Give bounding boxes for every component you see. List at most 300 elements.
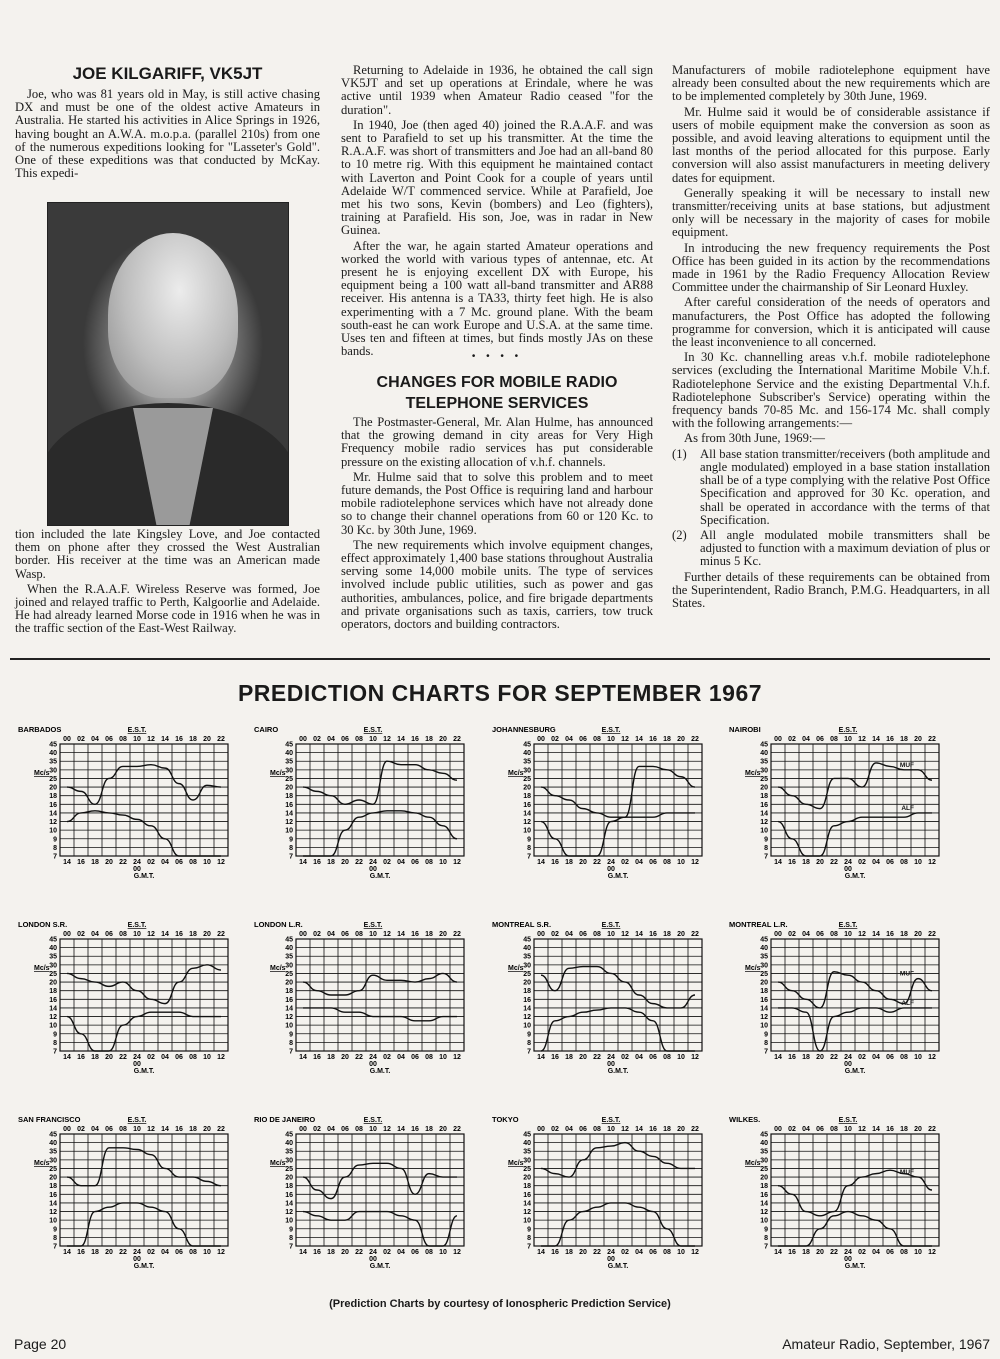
y-tick-label: 20 — [285, 784, 293, 792]
est-tick-label: 00 — [63, 1126, 71, 1133]
gmt-tick-label: 14 — [774, 1249, 782, 1256]
gmt-tick-label: 18 — [91, 1249, 99, 1256]
gmt-tick-label: 02 — [858, 1054, 866, 1061]
y-tick-label: 30 — [760, 1157, 768, 1165]
gmt-tick-label: 14 — [537, 1249, 545, 1256]
gmt-tick-label: 20 — [105, 1054, 113, 1061]
gmt-label: G.M.T. — [133, 1068, 155, 1075]
y-tick-label: 20 — [523, 1174, 531, 1182]
gmt-tick-label: 20 — [579, 1054, 587, 1061]
y-tick-label: 12 — [523, 819, 531, 827]
gmt-tick-label: 00 — [607, 866, 615, 873]
gmt-tick-label: 02 — [621, 1054, 629, 1061]
y-tick-label: 45 — [760, 741, 768, 749]
est-tick-label: 20 — [914, 931, 922, 938]
y-tick-label: 7 — [764, 1243, 768, 1251]
est-tick-label: 22 — [453, 1126, 461, 1133]
prediction-chart — [490, 917, 708, 1075]
y-tick-label: 14 — [285, 1005, 293, 1013]
gmt-tick-label: 12 — [217, 1249, 225, 1256]
item-text: All base station transmitter/receivers (both amplitude and angle modulated) employed in a base station installation shall be of a type complying with the relative Post Office Specification and approved for 30 Kc. operation, and shall be operated in accordance with the terms of that Specification. — [700, 446, 990, 527]
y-unit-label: Mc/s — [270, 770, 286, 778]
series-label: MUF — [899, 1169, 914, 1177]
gmt-tick-label: 24 — [369, 1054, 377, 1061]
gmt-tick-label: 00 — [133, 1061, 141, 1068]
prediction-chart — [490, 1112, 708, 1270]
y-tick-label: 18 — [285, 988, 293, 996]
y-tick-label: 40 — [285, 945, 293, 953]
est-tick-label: 12 — [147, 931, 155, 938]
est-label: E.S.T. — [363, 922, 383, 929]
gmt-label: G.M.T. — [607, 873, 629, 880]
est-tick-label: 18 — [900, 1126, 908, 1133]
est-tick-label: 10 — [607, 736, 615, 743]
y-tick-label: 30 — [760, 962, 768, 970]
charts-credit: (Prediction Charts by courtesy of Ionospheric Prediction Service) — [329, 1298, 671, 1310]
gmt-label: G.M.T. — [369, 1263, 391, 1270]
gmt-tick-label: 00 — [844, 866, 852, 873]
gmt-tick-label: 12 — [453, 1249, 461, 1256]
gmt-tick-label: 18 — [802, 1054, 810, 1061]
y-tick-label: 20 — [49, 784, 57, 792]
gmt-tick-label: 06 — [886, 1054, 894, 1061]
gmt-tick-label: 12 — [217, 859, 225, 866]
est-tick-label: 02 — [551, 736, 559, 743]
y-tick-label: 16 — [285, 801, 293, 809]
y-tick-label: 40 — [523, 945, 531, 953]
y-tick-label: 8 — [289, 1234, 293, 1242]
paragraph: Mr. Hulme said it would be of considerable assistance if users of mobile equipment make the conversion as soon as possible, and avoid leaving alterations to equipment until the last months of the period allocated for this purpose. Early conversion will also assist manufacturers in meeting delivery dates for equipment. — [672, 104, 990, 185]
paragraph: The new requirements which involve equipment changes, effect approximately 1,400 base stations throughout Australia serving some 14,000 mobile units. The type of services involved include public utilities, such as power and gas authorities, ambulances, police, and fire brigade departments and private organisations such as taxis, carriers, tow truck operators, doctors and building contractors. — [341, 537, 653, 632]
y-tick-label: 12 — [760, 1014, 768, 1022]
est-tick-label: 20 — [914, 1126, 922, 1133]
gmt-tick-label: 12 — [691, 1054, 699, 1061]
gmt-tick-label: 16 — [551, 1054, 559, 1061]
y-tick-label: 35 — [760, 1148, 768, 1156]
y-tick-label: 8 — [527, 844, 531, 852]
y-tick-label: 40 — [285, 750, 293, 758]
est-tick-label: 18 — [663, 931, 671, 938]
gmt-label: G.M.T. — [133, 1263, 155, 1270]
est-tick-label: 18 — [189, 736, 197, 743]
chart-svg — [727, 917, 945, 1075]
y-tick-label: 30 — [49, 1157, 57, 1165]
gmt-tick-label: 16 — [788, 1054, 796, 1061]
gmt-tick-label: 20 — [341, 859, 349, 866]
y-tick-label: 45 — [49, 741, 57, 749]
gmt-tick-label: 10 — [439, 1054, 447, 1061]
gmt-tick-label: 06 — [649, 1054, 657, 1061]
page-number: Page 20 — [14, 1336, 67, 1352]
gmt-tick-label: 20 — [105, 859, 113, 866]
y-tick-label: 9 — [764, 836, 768, 844]
est-tick-label: 04 — [327, 931, 335, 938]
est-tick-label: 14 — [397, 1126, 405, 1133]
est-label: E.S.T. — [601, 1117, 621, 1124]
gmt-tick-label: 14 — [63, 1054, 71, 1061]
est-tick-label: 22 — [928, 1126, 936, 1133]
est-tick-label: 02 — [77, 736, 85, 743]
gmt-tick-label: 10 — [439, 1249, 447, 1256]
y-tick-label: 35 — [285, 953, 293, 961]
est-tick-label: 14 — [872, 1126, 880, 1133]
est-tick-label: 02 — [313, 1126, 321, 1133]
series-label: ALF — [901, 999, 914, 1007]
y-tick-label: 45 — [760, 936, 768, 944]
paragraph: Manufacturers of mobile radiotelephone equipment have already been consulted about the new requirements which are to be implemented completely by 30th June, 1969. — [672, 63, 990, 104]
gmt-tick-label: 24 — [133, 1054, 141, 1061]
kilgariff-column-1 — [15, 88, 320, 182]
gmt-tick-label: 12 — [691, 859, 699, 866]
chart-svg — [252, 722, 470, 880]
est-tick-label: 02 — [788, 931, 796, 938]
gmt-tick-label: 02 — [147, 1249, 155, 1256]
est-tick-label: 08 — [830, 931, 838, 938]
est-tick-label: 20 — [203, 931, 211, 938]
y-tick-label: 20 — [285, 979, 293, 987]
y-tick-label: 10 — [49, 1022, 57, 1030]
est-tick-label: 20 — [439, 1126, 447, 1133]
est-label: E.S.T. — [838, 727, 858, 734]
chart-station-label: MONTREAL S.R. — [492, 920, 552, 929]
est-tick-label: 20 — [677, 736, 685, 743]
est-tick-label: 04 — [802, 736, 810, 743]
y-tick-label: 20 — [49, 1174, 57, 1182]
est-tick-label: 18 — [425, 1126, 433, 1133]
est-tick-label: 18 — [900, 736, 908, 743]
y-tick-label: 25 — [523, 970, 531, 978]
y-tick-label: 18 — [760, 793, 768, 801]
chart-svg — [252, 917, 470, 1075]
y-tick-label: 40 — [285, 1140, 293, 1148]
gmt-tick-label: 08 — [425, 859, 433, 866]
chart-station-label: RIO DE JANEIRO — [254, 1115, 316, 1124]
gmt-tick-label: 16 — [77, 859, 85, 866]
y-tick-label: 7 — [53, 1048, 57, 1056]
est-tick-label: 08 — [119, 736, 127, 743]
gmt-tick-label: 16 — [313, 1249, 321, 1256]
est-tick-label: 10 — [133, 1126, 141, 1133]
y-unit-label: Mc/s — [745, 770, 761, 778]
est-tick-label: 12 — [383, 1126, 391, 1133]
y-tick-label: 16 — [523, 996, 531, 1004]
gmt-tick-label: 06 — [411, 1054, 419, 1061]
est-tick-label: 00 — [63, 736, 71, 743]
chart-svg — [16, 917, 234, 1075]
y-tick-label: 35 — [523, 1148, 531, 1156]
chart-station-label: WILKES. — [729, 1115, 761, 1124]
est-tick-label: 10 — [369, 1126, 377, 1133]
gmt-tick-label: 04 — [635, 859, 643, 866]
y-tick-label: 14 — [523, 1005, 531, 1013]
gmt-tick-label: 04 — [635, 1249, 643, 1256]
est-tick-label: 04 — [91, 736, 99, 743]
est-tick-label: 22 — [928, 931, 936, 938]
gmt-tick-label: 02 — [147, 1054, 155, 1061]
y-tick-label: 12 — [523, 1209, 531, 1217]
est-tick-label: 18 — [189, 931, 197, 938]
est-tick-label: 10 — [369, 931, 377, 938]
est-tick-label: 02 — [551, 1126, 559, 1133]
y-tick-label: 12 — [760, 819, 768, 827]
gmt-tick-label: 22 — [119, 1054, 127, 1061]
y-tick-label: 30 — [760, 767, 768, 775]
prediction-chart — [727, 722, 945, 880]
y-tick-label: 25 — [49, 970, 57, 978]
est-tick-label: 12 — [147, 736, 155, 743]
y-tick-label: 10 — [760, 1022, 768, 1030]
est-tick-label: 00 — [299, 931, 307, 938]
section-divider — [10, 658, 990, 660]
est-tick-label: 10 — [133, 931, 141, 938]
y-tick-label: 10 — [523, 827, 531, 835]
y-tick-label: 8 — [527, 1039, 531, 1047]
est-tick-label: 04 — [565, 736, 573, 743]
paragraph: As from 30th June, 1969:— — [684, 431, 825, 446]
gmt-tick-label: 08 — [663, 859, 671, 866]
y-unit-label: Mc/s — [34, 770, 50, 778]
gmt-tick-label: 20 — [816, 859, 824, 866]
est-tick-label: 14 — [397, 736, 405, 743]
gmt-tick-label: 06 — [886, 1249, 894, 1256]
chart-svg — [727, 722, 945, 880]
y-tick-label: 20 — [760, 979, 768, 987]
chart-station-label: TOKYO — [492, 1115, 519, 1124]
gmt-tick-label: 18 — [565, 1054, 573, 1061]
est-tick-label: 14 — [161, 931, 169, 938]
est-tick-label: 06 — [341, 736, 349, 743]
est-tick-label: 10 — [607, 1126, 615, 1133]
gmt-tick-label: 20 — [816, 1249, 824, 1256]
y-tick-label: 7 — [527, 853, 531, 861]
y-tick-label: 20 — [760, 1174, 768, 1182]
est-tick-label: 20 — [203, 736, 211, 743]
gmt-tick-label: 24 — [844, 1054, 852, 1061]
chart-station-label: SAN FRANCISCO — [18, 1115, 81, 1124]
gmt-label: G.M.T. — [607, 1263, 629, 1270]
y-unit-label: Mc/s — [508, 1160, 524, 1168]
y-tick-label: 25 — [285, 970, 293, 978]
paragraph: In 1940, Joe (then aged 40) joined the R.A.A.F. and was sent to Parafield to set up his transmitter. At the time the R.A.A.F. was short of transmitters and Joe had an all-band 80 to 10 metre rig. With this equipment he maintained contact with Laverton and Point Cook for a couple of years until Adelaide W/T commenced service. While at Parafield, Joe met his two sons, Kevin (bombers) and Leo (fighters), training at Parafield. His son, Joe, was in radar in New Guinea. — [341, 117, 653, 238]
y-unit-label: Mc/s — [745, 1160, 761, 1168]
gmt-tick-label: 08 — [425, 1249, 433, 1256]
y-tick-label: 7 — [289, 853, 293, 861]
paragraph: In introducing the new frequency requirements the Post Office has been guided in its action by the recommendations made in 1961 by the Radio Frequency Allocation Review Committee under the chairmanship of Sir Leonard Huxley. — [672, 240, 990, 295]
gmt-tick-label: 04 — [161, 1249, 169, 1256]
y-tick-label: 14 — [49, 810, 57, 818]
est-tick-label: 06 — [105, 736, 113, 743]
y-tick-label: 10 — [760, 827, 768, 835]
y-tick-label: 9 — [527, 836, 531, 844]
gmt-tick-label: 10 — [677, 1054, 685, 1061]
y-tick-label: 7 — [764, 1048, 768, 1056]
gmt-tick-label: 04 — [397, 1054, 405, 1061]
y-tick-label: 35 — [760, 758, 768, 766]
gmt-tick-label: 08 — [189, 859, 197, 866]
gmt-tick-label: 04 — [397, 1249, 405, 1256]
y-tick-label: 7 — [527, 1048, 531, 1056]
chart-svg — [727, 1112, 945, 1270]
y-tick-label: 9 — [764, 1031, 768, 1039]
y-tick-label: 9 — [289, 1226, 293, 1234]
y-unit-label: Mc/s — [508, 770, 524, 778]
gmt-tick-label: 08 — [663, 1249, 671, 1256]
y-tick-label: 45 — [523, 936, 531, 944]
y-tick-label: 35 — [49, 953, 57, 961]
est-tick-label: 22 — [453, 931, 461, 938]
gmt-tick-label: 14 — [299, 1054, 307, 1061]
y-tick-label: 16 — [760, 996, 768, 1004]
numbered-item — [672, 448, 990, 527]
y-tick-label: 18 — [49, 988, 57, 996]
y-tick-label: 30 — [285, 962, 293, 970]
y-tick-label: 12 — [285, 1014, 293, 1022]
est-tick-label: 14 — [872, 931, 880, 938]
gmt-label: G.M.T. — [133, 873, 155, 880]
est-tick-label: 20 — [677, 1126, 685, 1133]
gmt-tick-label: 18 — [565, 1249, 573, 1256]
gmt-tick-label: 20 — [816, 1054, 824, 1061]
gmt-tick-label: 00 — [369, 866, 377, 873]
est-label: E.S.T. — [363, 1117, 383, 1124]
y-tick-label: 8 — [764, 1039, 768, 1047]
y-unit-label: Mc/s — [270, 1160, 286, 1168]
gmt-tick-label: 00 — [607, 1061, 615, 1068]
gmt-tick-label: 02 — [383, 1249, 391, 1256]
gmt-tick-label: 10 — [914, 859, 922, 866]
est-tick-label: 20 — [914, 736, 922, 743]
gmt-tick-label: 18 — [327, 1054, 335, 1061]
y-tick-label: 16 — [49, 801, 57, 809]
y-tick-label: 14 — [49, 1005, 57, 1013]
paragraph: Mr. Hulme said that to solve this problem and to meet future demands, the Post Office is requiring land and harbour mobile radiotelephone services which have not already done so to change their channel operations from 60 or 120 Kc. to 30 Kc. by 30th June, 1969. — [341, 469, 653, 537]
gmt-tick-label: 14 — [774, 859, 782, 866]
est-tick-label: 00 — [537, 736, 545, 743]
gmt-label: G.M.T. — [607, 1068, 629, 1075]
y-tick-label: 14 — [760, 1200, 768, 1208]
article-title-kilgariff: JOE KILGARIFF, VK5JT — [72, 64, 263, 83]
gmt-tick-label: 18 — [91, 859, 99, 866]
est-tick-label: 14 — [635, 931, 643, 938]
est-tick-label: 04 — [565, 1126, 573, 1133]
gmt-tick-label: 08 — [189, 1249, 197, 1256]
y-tick-label: 30 — [523, 767, 531, 775]
y-tick-label: 9 — [289, 836, 293, 844]
y-tick-label: 18 — [285, 793, 293, 801]
gmt-tick-label: 14 — [299, 1249, 307, 1256]
gmt-tick-label: 06 — [175, 1249, 183, 1256]
gmt-tick-label: 14 — [63, 859, 71, 866]
publication-footer: Amateur Radio, September, 1967 — [782, 1336, 990, 1352]
est-tick-label: 02 — [788, 1126, 796, 1133]
y-tick-label: 18 — [760, 1183, 768, 1191]
gmt-tick-label: 22 — [119, 859, 127, 866]
y-tick-label: 16 — [285, 1191, 293, 1199]
est-tick-label: 22 — [217, 1126, 225, 1133]
gmt-tick-label: 22 — [593, 859, 601, 866]
est-label: E.S.T. — [601, 922, 621, 929]
prediction-charts-title: PREDICTION CHARTS FOR SEPTEMBER 1967 — [237, 680, 763, 706]
gmt-tick-label: 10 — [914, 1054, 922, 1061]
prediction-chart — [252, 1112, 470, 1270]
item-number: (1) — [672, 446, 687, 461]
y-tick-label: 16 — [49, 1191, 57, 1199]
gmt-tick-label: 06 — [175, 859, 183, 866]
paragraph: The Postmaster-General, Mr. Alan Hulme, has announced that the growing demand in city areas for Very High Frequency mobile radio services has put considerable pressure on the existing allocation of v.h.f. channels. — [341, 415, 653, 469]
est-label: E.S.T. — [127, 922, 147, 929]
y-tick-label: 16 — [760, 1191, 768, 1199]
y-tick-label: 18 — [49, 1183, 57, 1191]
gmt-label: G.M.T. — [844, 1263, 866, 1270]
prediction-chart — [727, 1112, 945, 1270]
gmt-tick-label: 02 — [147, 859, 155, 866]
y-tick-label: 20 — [285, 1174, 293, 1182]
kilgariff-column-2 — [341, 64, 653, 360]
est-tick-label: 08 — [830, 1126, 838, 1133]
est-tick-label: 14 — [161, 1126, 169, 1133]
chart-station-label: LONDON L.R. — [254, 920, 303, 929]
gmt-tick-label: 18 — [565, 859, 573, 866]
y-tick-label: 10 — [523, 1217, 531, 1225]
y-tick-label: 12 — [523, 1014, 531, 1022]
y-tick-label: 18 — [760, 988, 768, 996]
est-tick-label: 02 — [788, 736, 796, 743]
gmt-tick-label: 08 — [425, 1054, 433, 1061]
y-tick-label: 45 — [523, 1131, 531, 1139]
est-tick-label: 20 — [439, 931, 447, 938]
est-tick-label: 16 — [649, 931, 657, 938]
gmt-tick-label: 22 — [830, 859, 838, 866]
est-tick-label: 12 — [621, 736, 629, 743]
chart-station-label: BARBADOS — [18, 725, 62, 734]
gmt-tick-label: 04 — [872, 1249, 880, 1256]
y-tick-label: 10 — [285, 1217, 293, 1225]
gmt-tick-label: 10 — [677, 1249, 685, 1256]
gmt-tick-label: 16 — [77, 1249, 85, 1256]
gmt-tick-label: 04 — [635, 1054, 643, 1061]
gmt-tick-label: 22 — [355, 859, 363, 866]
y-tick-label: 40 — [760, 945, 768, 953]
prediction-chart — [16, 722, 234, 880]
gmt-tick-label: 22 — [593, 1054, 601, 1061]
est-tick-label: 08 — [830, 736, 838, 743]
y-tick-label: 40 — [760, 750, 768, 758]
chart-station-label: JOHANNESBURG — [492, 725, 556, 734]
est-tick-label: 00 — [63, 931, 71, 938]
gmt-tick-label: 18 — [327, 859, 335, 866]
y-tick-label: 35 — [49, 758, 57, 766]
est-tick-label: 14 — [635, 1126, 643, 1133]
chart-station-label: NAIROBI — [729, 725, 761, 734]
est-tick-label: 08 — [593, 1126, 601, 1133]
gmt-tick-label: 00 — [844, 1061, 852, 1068]
est-tick-label: 08 — [119, 931, 127, 938]
y-tick-label: 40 — [49, 945, 57, 953]
gmt-tick-label: 02 — [383, 1054, 391, 1061]
est-tick-label: 22 — [217, 736, 225, 743]
y-tick-label: 7 — [289, 1048, 293, 1056]
gmt-tick-label: 14 — [537, 859, 545, 866]
y-tick-label: 35 — [523, 758, 531, 766]
y-tick-label: 12 — [49, 1209, 57, 1217]
y-tick-label: 45 — [285, 741, 293, 749]
est-tick-label: 22 — [691, 931, 699, 938]
gmt-tick-label: 12 — [691, 1249, 699, 1256]
paragraph: tion included the late Kingsley Love, and Joe contacted them on phone after they crossed the West Australian border. His receiver at the time was an American made Wasp. — [15, 527, 320, 581]
gmt-tick-label: 10 — [203, 1249, 211, 1256]
gmt-tick-label: 10 — [203, 1054, 211, 1061]
y-tick-label: 35 — [285, 758, 293, 766]
